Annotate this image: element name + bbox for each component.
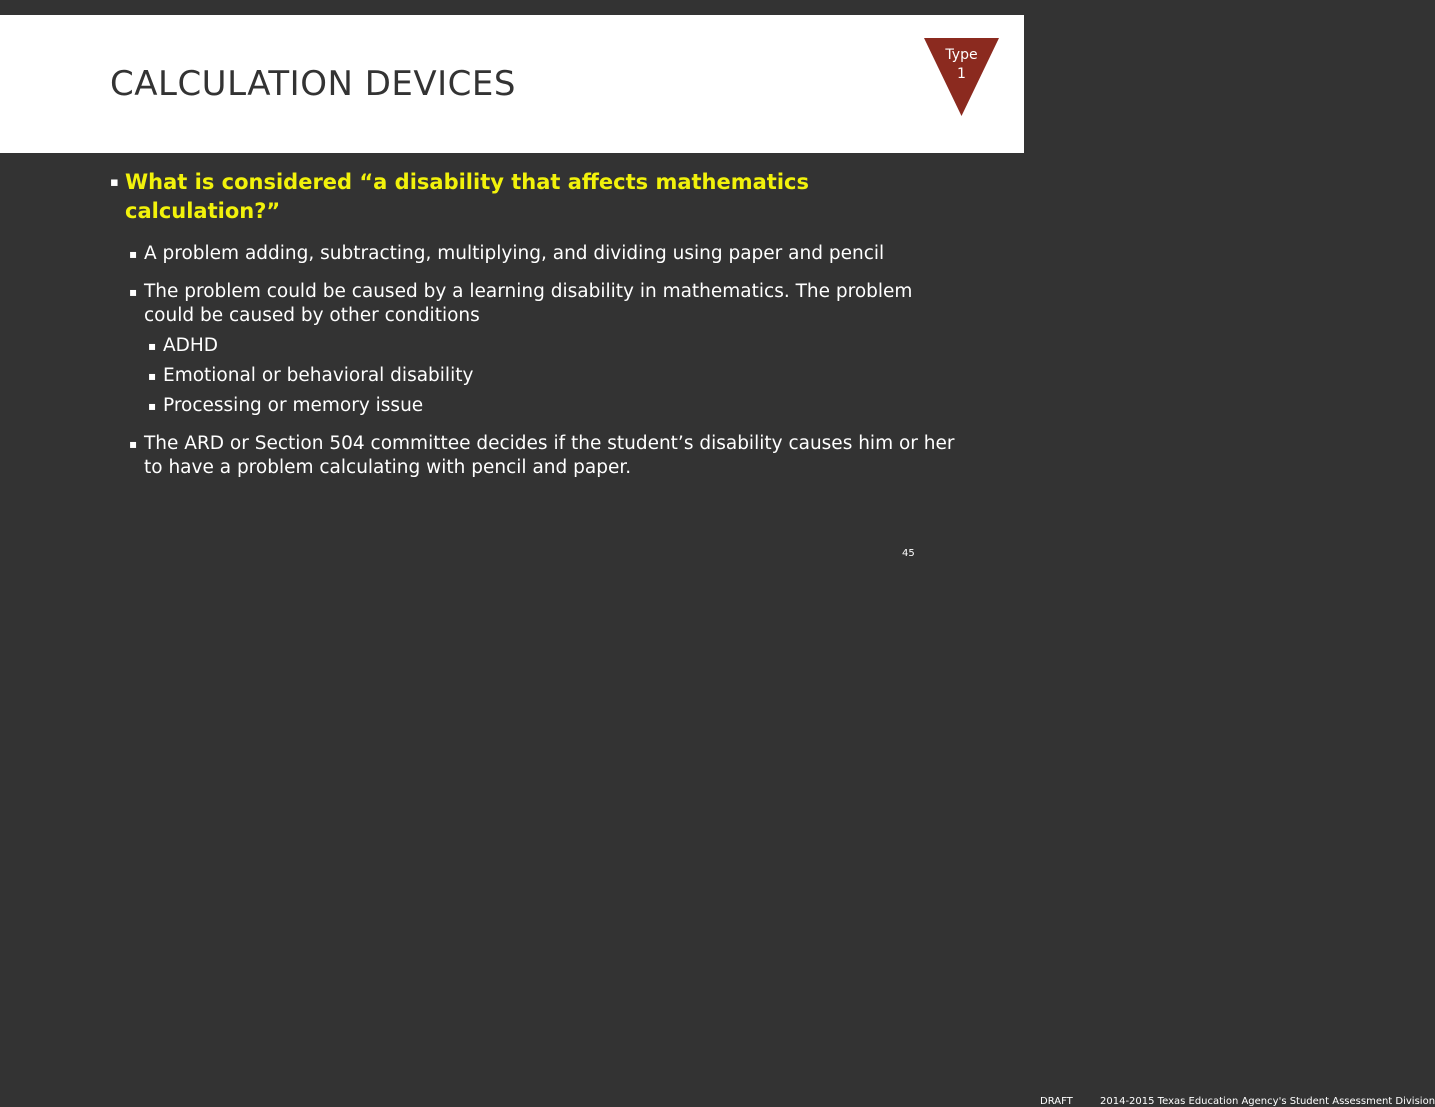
- sub-bullet-3-text: The ARD or Section 504 committee decides if the student’s disability causes him or her to have a problem calculating with pencil and paper.: [144, 433, 955, 478]
- condition-item-text: Processing or memory issue: [163, 395, 424, 416]
- footer-draft-label: DRAFT: [1040, 1096, 1073, 1107]
- bullet-marker-icon: ▪: [129, 437, 138, 451]
- bullet-marker-icon: ▪: [129, 285, 138, 299]
- badge-text: [924, 46, 999, 84]
- bullet-marker-icon: ▪: [110, 175, 119, 190]
- sub-bullet-2: [129, 280, 960, 328]
- sub-bullet-2-text: The problem could be caused by a learning disability in mathematics. The problem could be caused by other conditions: [144, 281, 913, 326]
- sub-bullet-1-text: A problem adding, subtracting, multiplying, and dividing using paper and pencil: [144, 243, 885, 264]
- condition-item-emotional: [148, 364, 960, 388]
- slide-title: CALCULATION DEVICES: [110, 64, 516, 104]
- condition-item-text: Emotional or behavioral disability: [163, 365, 474, 386]
- condition-item-text: ADHD: [163, 335, 219, 356]
- bullet-marker-icon: ▪: [148, 399, 157, 413]
- sub-bullet-3: [129, 432, 960, 480]
- sub-bullet-1: [129, 242, 960, 266]
- type-badge: [924, 38, 999, 116]
- main-question-text: What is considered “a disability that affects mathematics calculation?”: [125, 170, 809, 223]
- bullet-marker-icon: ▪: [148, 339, 157, 353]
- top-strip: [0, 0, 1024, 15]
- badge-label: Type: [945, 47, 978, 63]
- bullet-marker-icon: ▪: [129, 247, 138, 261]
- condition-item-processing: [148, 394, 960, 418]
- badge-number: 1: [957, 66, 966, 82]
- slide-number: 45: [902, 548, 915, 559]
- main-question-bullet: [110, 168, 960, 226]
- bullet-list: [110, 168, 960, 480]
- footer-agency-label: 2014-2015 Texas Education Agency's Student Assessment Division: [1100, 1096, 1435, 1107]
- bullet-marker-icon: ▪: [148, 369, 157, 383]
- condition-item-adhd: [148, 334, 960, 358]
